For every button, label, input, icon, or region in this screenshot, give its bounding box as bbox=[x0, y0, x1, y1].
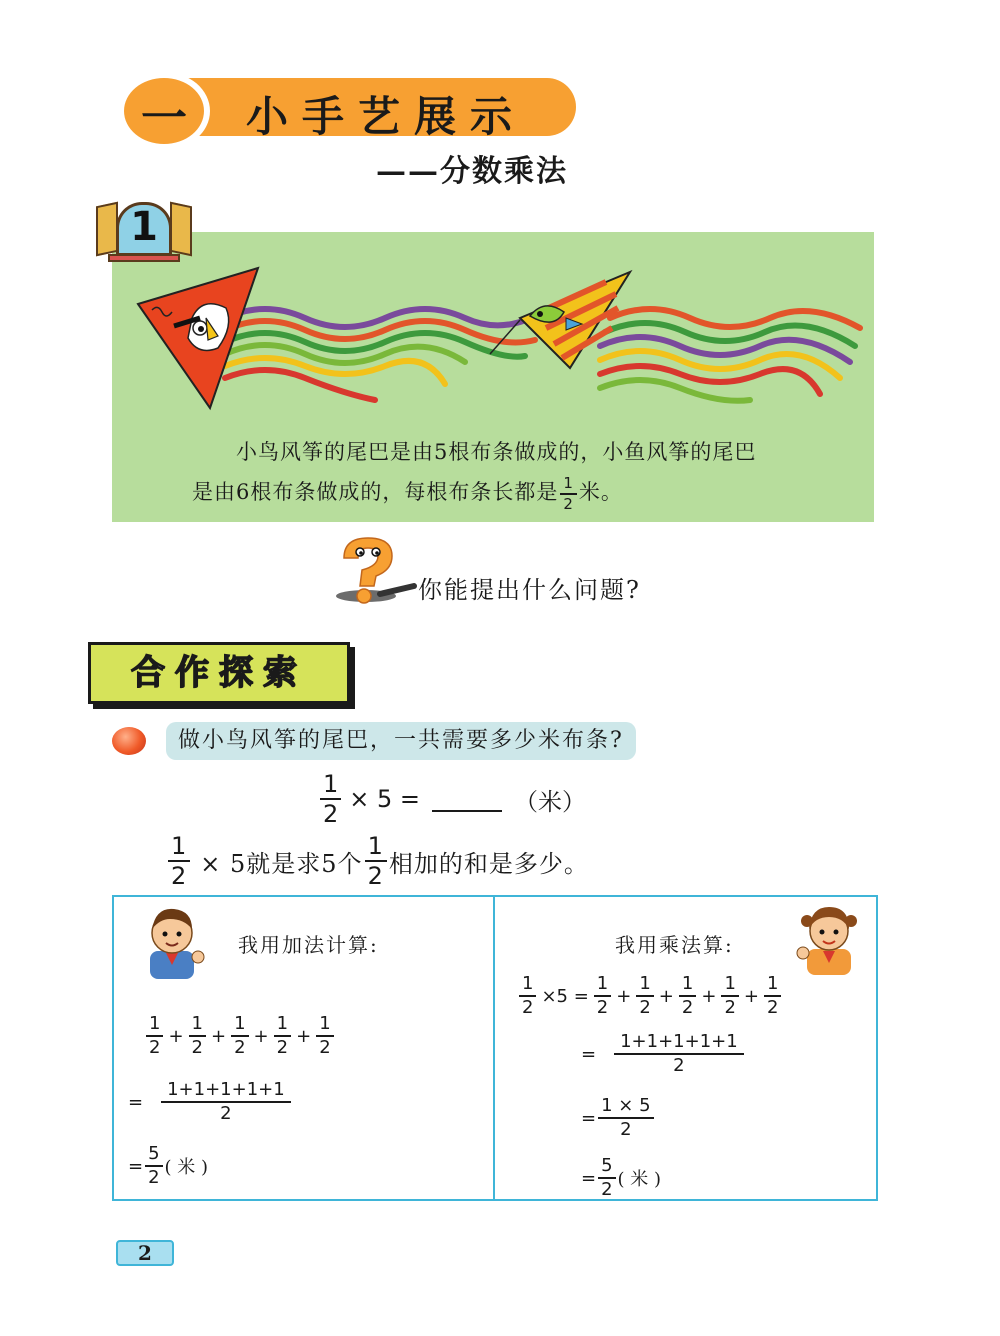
problem-number: 1 bbox=[130, 204, 158, 250]
lesson-subtitle: ——分数乘法 bbox=[376, 154, 568, 189]
boy-avatar-icon bbox=[138, 903, 208, 979]
fish-kite-tails-icon bbox=[600, 309, 860, 401]
addition-step-2: = $\frac{1+1+1+1+1}{2}$ bbox=[128, 1081, 293, 1123]
problem-line-2: 是由6根布条做成的，每根布条长都是 $\frac{1}{2}$ 米。 bbox=[192, 473, 623, 513]
section-label: 合作探索 bbox=[88, 642, 350, 704]
addition-result: = $\frac{5}{2}$ ( 米 ) bbox=[128, 1143, 209, 1188]
solution-boxes bbox=[112, 895, 878, 1201]
multiplication-result: = $\frac{5}{2}$ ( 米 ) bbox=[581, 1155, 662, 1200]
equation-blank: $\frac{1}{2}$ × 5 = （米） bbox=[318, 772, 586, 826]
bird-kite-tails-icon bbox=[225, 309, 545, 400]
unit-banner bbox=[118, 72, 578, 152]
addition-title: 我用加法计算: bbox=[238, 933, 379, 957]
page-number: 2 bbox=[116, 1240, 174, 1266]
multiplication-title: 我用乘法算: bbox=[615, 933, 734, 957]
multiplication-expansion: $\frac{1}{2}$ ×5 = $\frac{1}{2}$ + $\frac{1}{2}$ + $\frac{1}{2}$ + $\frac{1}{2}$ + $\frac{1}{2}$ bbox=[517, 975, 783, 1017]
multiplication-step-3: = $\frac{1 \times 5}{2}$ bbox=[581, 1097, 656, 1139]
girl-avatar-icon bbox=[795, 903, 865, 975]
task-prompt: 做小鸟风筝的尾巴，一共需要多少米布条? bbox=[166, 722, 636, 760]
multiplication-step-2: = $\frac{1+1+1+1+1}{2}$ bbox=[581, 1033, 746, 1075]
orange-bullet-icon bbox=[112, 727, 146, 755]
problem-text bbox=[192, 432, 832, 512]
unit-title: 小手艺展示 bbox=[246, 92, 527, 141]
fraction-half: $\frac{1}{2}$ bbox=[560, 476, 577, 512]
window-icon bbox=[96, 196, 192, 262]
equation-explanation: $\frac{1}{2}$ × 5就是求5个 $\frac{1}{2}$ 相加的和是多少。 bbox=[166, 834, 589, 888]
question-text: 你能提出什么问题? bbox=[418, 576, 641, 604]
kites-illustration bbox=[130, 258, 870, 418]
answer-blank[interactable] bbox=[432, 786, 502, 812]
unit-number: 一 bbox=[141, 91, 187, 145]
problem-line-1: 小鸟风筝的尾巴是由5根布条做成的，小鱼风筝的尾巴 bbox=[236, 440, 757, 464]
addition-sum: $\frac{1}{2}$ + $\frac{1}{2}$ + $\frac{1}{2}$ + $\frac{1}{2}$ + $\frac{1}{2}$ bbox=[144, 1015, 336, 1057]
addition-box bbox=[114, 897, 495, 1199]
question-mark-icon bbox=[326, 536, 418, 608]
multiplication-box bbox=[495, 897, 876, 1199]
